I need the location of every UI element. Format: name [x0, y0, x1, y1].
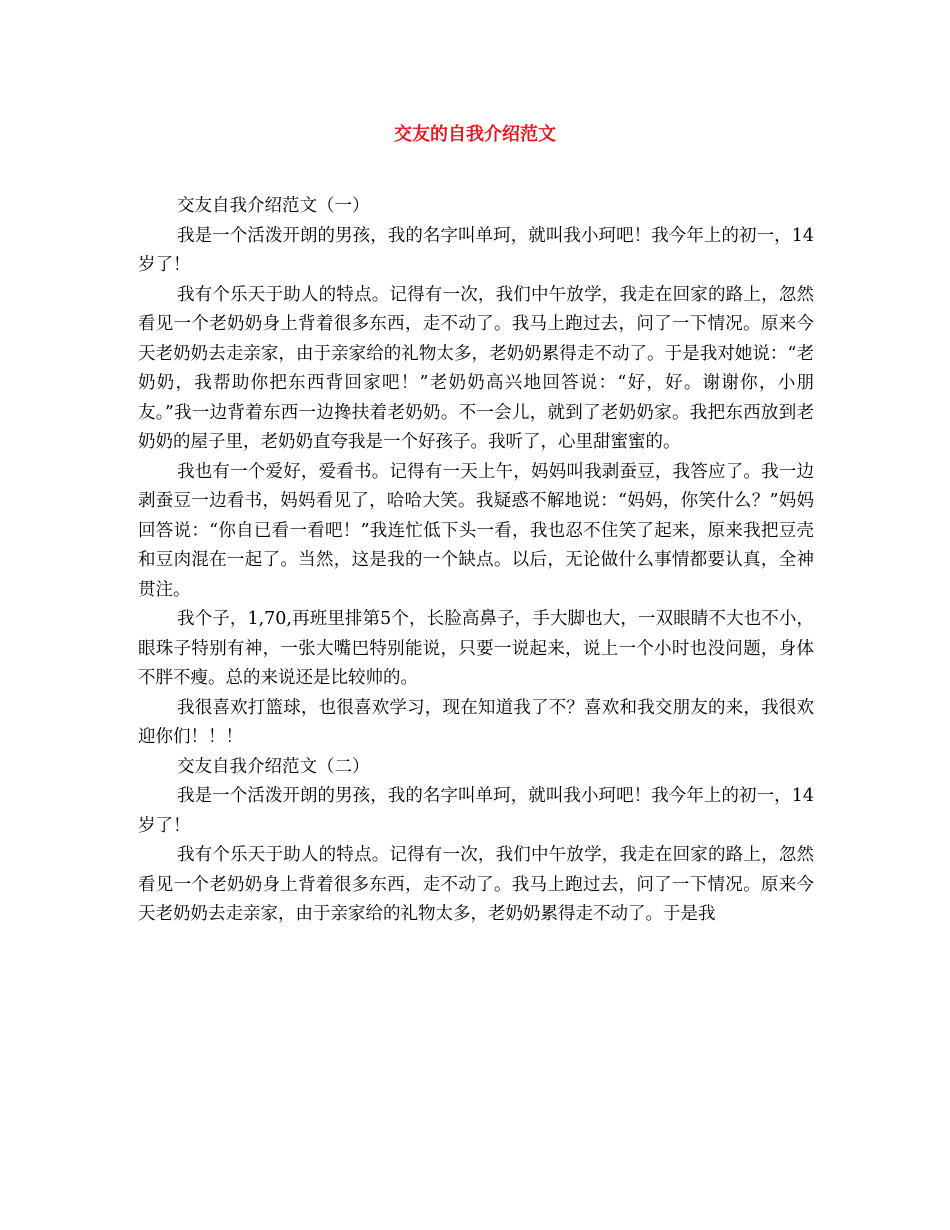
paragraph: 我有个乐天于助人的特点。记得有一次，我们中午放学，我走在回家的路上，忽然看见一个老奶奶身上背着很多东西，走不动了。我马上跑过去，问了一下情况。原来今天老奶奶去走亲家，由于亲家给的礼物太多，老奶奶累得走不动了。于是我: [138, 845, 814, 924]
paragraph: 我个子，1,70,再班里排第5个，长脸高鼻子，手大脚也大，一双眼睛不大也不小，眼珠子特别有神，一张大嘴巴特别能说，只要一说起来，说上一个小时也没问题，身体不胖不瘦。总的来说还是比较帅的。: [138, 609, 814, 688]
section-heading-2: 交友自我介绍范文（二）: [177, 756, 370, 777]
paragraph: 我也有一个爱好，爱看书。记得有一天上午，妈妈叫我剥蚕豆，我答应了。我一边剥蚕豆一边看书，妈妈看见了，哈哈大笑。我疑惑不解地说：“妈妈，你笑什么？”妈妈回答说：“你自已看一看吧！”我连忙低下头一看，我也忍不住笑了起来，原来我把豆壳和豆肉混在一起了。当然，这是我的一个缺点。以后，无论做什么事情都要认真，全神贯注。: [138, 461, 814, 600]
paragraph: 我是一个活泼开朗的男孩，我的名字叫单珂，就叫我小珂吧！我今年上的初一，14岁了！: [138, 786, 814, 836]
document-title: 交友的自我介绍范文: [394, 124, 556, 145]
paragraph: 我很喜欢打篮球，也很喜欢学习，现在知道我了不？喜欢和我交朋友的来，我很欢迎你们！！！: [138, 697, 814, 747]
paragraph: 我有个乐天于助人的特点。记得有一次，我们中午放学，我走在回家的路上，忽然看见一个老奶奶身上背着很多东西，走不动了。我马上跑过去，问了一下情况。原来今天老奶奶去走亲家，由于亲家给的礼物太多，老奶奶累得走不动了。于是我对她说：“老奶奶，我帮助你把东西背回家吧！”老奶奶高兴地回答说：“好，好。谢谢你，小朋友。”我一边背着东西一边搀扶着老奶奶。不一会儿，就到了老奶奶家。我把东西放到老奶奶的屋子里，老奶奶直夸我是一个好孩子。我听了，心里甜蜜蜜的。: [138, 284, 814, 452]
paragraph: 我是一个活泼开朗的男孩，我的名字叫单珂，就叫我小珂吧！我今年上的初一，14岁了！: [138, 225, 814, 275]
section-heading-1: 交友自我介绍范文（一）: [177, 196, 370, 216]
document-body: [138, 192, 814, 930]
